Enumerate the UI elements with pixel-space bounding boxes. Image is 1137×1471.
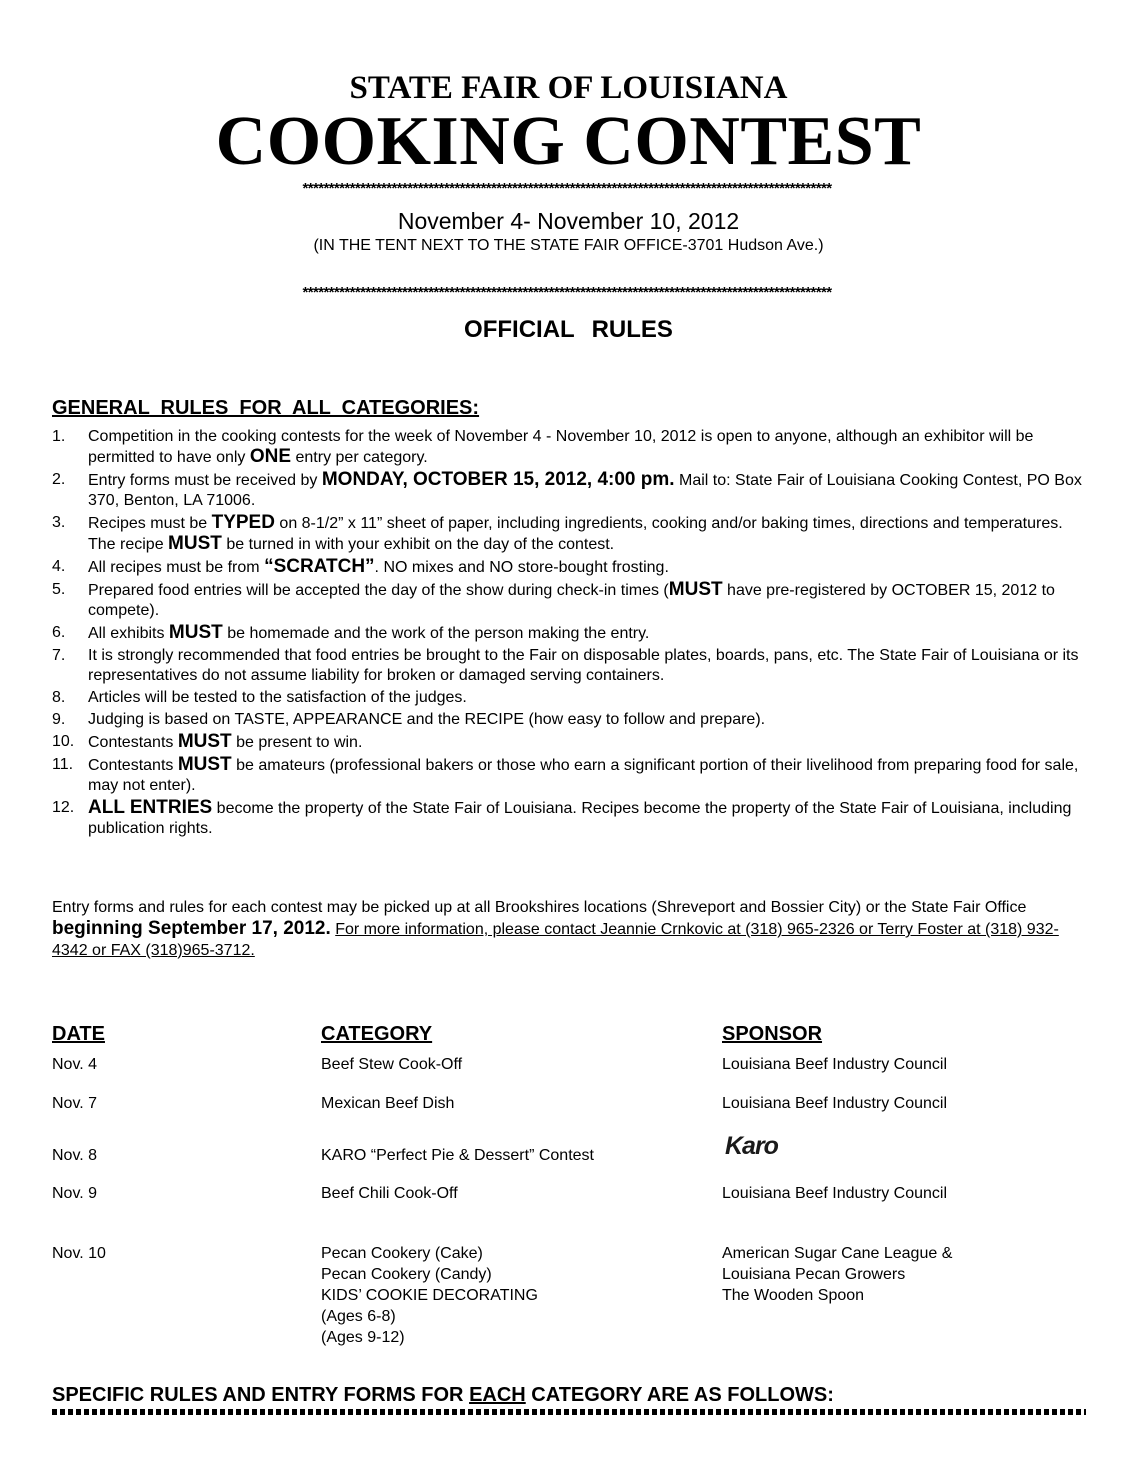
- schedule-category: Pecan Cookery (Candy): [321, 1266, 492, 1283]
- contest-dates: November 4- November 10, 2012: [397, 208, 740, 234]
- schedule-date: Nov. 8: [52, 1147, 98, 1164]
- rule-text: Entry forms must be received by: [88, 472, 322, 489]
- rule-number: 1.: [52, 428, 66, 445]
- rule-item: [52, 580, 1082, 621]
- rule-text: entry per category.: [291, 449, 428, 466]
- schedule-category: Pecan Cookery (Cake): [321, 1245, 483, 1262]
- rule-item: [52, 732, 1082, 753]
- rule-emphasis: “SCRATCH”: [264, 556, 375, 577]
- specific-rules-text: SPECIFIC RULES AND ENTRY FORMS FOR: [52, 1384, 470, 1406]
- page-title: COOKING CONTEST: [215, 103, 922, 180]
- schedule-category: Beef Stew Cook-Off: [321, 1056, 463, 1073]
- specific-rules-emphasis: EACH: [469, 1384, 526, 1406]
- star-divider: *****************************************************************************************************: [302, 284, 832, 301]
- rule-text: be amateurs (professional bakers or those who earn a significant portion of their livelihood from preparing food for sale, may not enter).: [88, 757, 1079, 794]
- rule-text: be homemade and the work of the person making the entry.: [222, 625, 650, 642]
- rule-text: be turned in with your exhibit on the day of the contest.: [221, 536, 615, 553]
- rule-text: Prepared food entries will be accepted the day of the show during check-in times (: [88, 582, 669, 599]
- rule-number: 3.: [52, 514, 66, 531]
- entry-info-date: beginning September 17, 2012.: [52, 918, 331, 939]
- rule-item: [52, 470, 1082, 511]
- schedule-category: KIDS’ COOKIE DECORATING: [321, 1287, 538, 1304]
- schedule-sponsor-list: [722, 1243, 952, 1306]
- rule-number: 10.: [52, 733, 75, 750]
- rule-emphasis: TYPED: [211, 512, 275, 533]
- rule-text: Articles will be tested to the satisfaction of the judges.: [88, 689, 467, 706]
- rule-text: on 8-1/2” x 11” sheet of paper, including ingredients, cooking and/or baking times, directions and temperatures. The recipe: [88, 515, 1063, 553]
- rule-text: . NO mixes and NO store-bought frosting.: [374, 559, 669, 576]
- schedule-date: Nov. 7: [52, 1095, 98, 1112]
- contest-location: (IN THE TENT NEXT TO THE STATE FAIR OFFICE-3701 Hudson Ave.): [313, 237, 824, 254]
- rule-text: Judging is based on TASTE, APPEARANCE and the RECIPE (how easy to follow and prepare).: [88, 711, 766, 728]
- rule-text: have pre-registered by OCTOBER 15, 2012 to compete).: [88, 582, 1055, 619]
- rule-text: Mail to: State Fair of Louisiana Cooking Contest, PO Box 370, Benton, LA 71006.: [88, 472, 1082, 509]
- entry-info-text: Entry forms and rules for each contest may be picked up at all Brookshires locations (Shreveport and Bossier City) or the State Fair Office: [52, 899, 1027, 916]
- rule-text: Recipes must be: [88, 515, 212, 532]
- schedule-sponsor: Louisiana Beef Industry Council: [722, 1056, 948, 1073]
- rule-emphasis: MONDAY, OCTOBER 15, 2012, 4:00 pm.: [321, 469, 675, 490]
- general-rules-heading: GENERAL RULES FOR ALL CATEGORIES:: [52, 397, 480, 419]
- sponsor-column-header: SPONSOR: [722, 1023, 823, 1045]
- rule-number: 12.: [52, 799, 75, 816]
- rule-number: 9.: [52, 711, 66, 728]
- rule-text: Contestants: [88, 757, 178, 774]
- schedule-date: Nov. 9: [52, 1185, 98, 1202]
- contact-info: For more information, please contact Jeannie Crnkovic at (318) 965-2326 or Terry Foster at (318) 932-4342 or FAX (318)965-3712.: [52, 921, 1059, 959]
- rule-number: 5.: [52, 581, 66, 598]
- category-column-header: CATEGORY: [321, 1023, 433, 1045]
- date-column-header: DATE: [52, 1023, 105, 1045]
- star-divider: *****************************************************************************************************: [302, 180, 832, 197]
- schedule-sponsor: Louisiana Beef Industry Council: [722, 1185, 948, 1202]
- rule-item: [52, 688, 1082, 708]
- fair-name: STATE FAIR OF LOUISIANA: [349, 70, 788, 106]
- rule-number: 2.: [52, 471, 66, 488]
- rule-number: 7.: [52, 647, 66, 664]
- rule-emphasis: MUST: [177, 754, 232, 775]
- rule-item: [52, 513, 1082, 555]
- rule-item: [52, 427, 1082, 468]
- rule-number: 6.: [52, 624, 66, 641]
- schedule-category: Beef Chili Cook-Off: [321, 1185, 458, 1202]
- rule-emphasis: MUST: [177, 731, 232, 752]
- karo-logo: Karo: [725, 1132, 778, 1160]
- schedule-category-list: [321, 1243, 538, 1348]
- rule-text: be present to win.: [231, 734, 363, 751]
- rule-emphasis: MUST: [168, 622, 223, 643]
- rule-text: Contestants: [88, 734, 178, 751]
- specific-rules-text: CATEGORY ARE AS FOLLOWS:: [525, 1384, 834, 1406]
- rule-item: [52, 798, 1082, 839]
- schedule-category: (Ages 6-8): [321, 1308, 396, 1325]
- schedule-date: Nov. 4: [52, 1056, 98, 1073]
- rule-item: [52, 557, 1082, 578]
- rule-emphasis: MUST: [668, 579, 723, 600]
- rule-number: 4.: [52, 558, 66, 575]
- specific-rules-heading: [52, 1384, 834, 1407]
- rule-text: Competition in the cooking contests for the week of November 4 - November 10, 2012 is open to anyone, although an exhibitor will be permitted to have only: [88, 428, 1034, 466]
- schedule-sponsor: Louisiana Beef Industry Council: [722, 1095, 948, 1112]
- general-rules-list: [52, 427, 1082, 841]
- schedule-category: KARO “Perfect Pie & Dessert” Contest: [321, 1147, 594, 1164]
- dotted-divider: [52, 1409, 1086, 1415]
- schedule-sponsor: Louisiana Pecan Growers: [722, 1266, 906, 1283]
- rule-number: 8.: [52, 689, 66, 706]
- rule-number: 11.: [52, 756, 74, 773]
- rule-item: [52, 623, 1082, 644]
- rule-text: All exhibits: [88, 625, 169, 642]
- rule-text: become the property of the State Fair of Louisiana. Recipes become the property of the State Fair of Louisiana, including publication rights.: [88, 800, 1072, 837]
- official-rules-heading: OFFICIAL RULES: [464, 316, 673, 343]
- rule-emphasis: ONE: [249, 446, 292, 467]
- rule-item: [52, 646, 1082, 686]
- schedule-category: (Ages 9-12): [321, 1329, 405, 1346]
- schedule-category: Mexican Beef Dish: [321, 1095, 455, 1112]
- rule-text: All recipes must be from: [88, 559, 265, 576]
- rule-emphasis: ALL ENTRIES: [88, 797, 213, 818]
- schedule-date: Nov. 10: [52, 1245, 106, 1262]
- rule-item: [52, 710, 1082, 730]
- schedule-sponsor: The Wooden Spoon: [722, 1287, 865, 1304]
- rule-item: [52, 755, 1082, 796]
- rule-emphasis: MUST: [168, 533, 222, 554]
- schedule-sponsor: American Sugar Cane League &: [722, 1245, 953, 1262]
- rule-text: It is strongly recommended that food entries be brought to the Fair on disposable plates, boards, pans, etc. The State Fair of Louisiana or its representatives do not assume liability for broken or damaged serving containers.: [88, 647, 1079, 684]
- entry-info-paragraph: [52, 897, 1082, 961]
